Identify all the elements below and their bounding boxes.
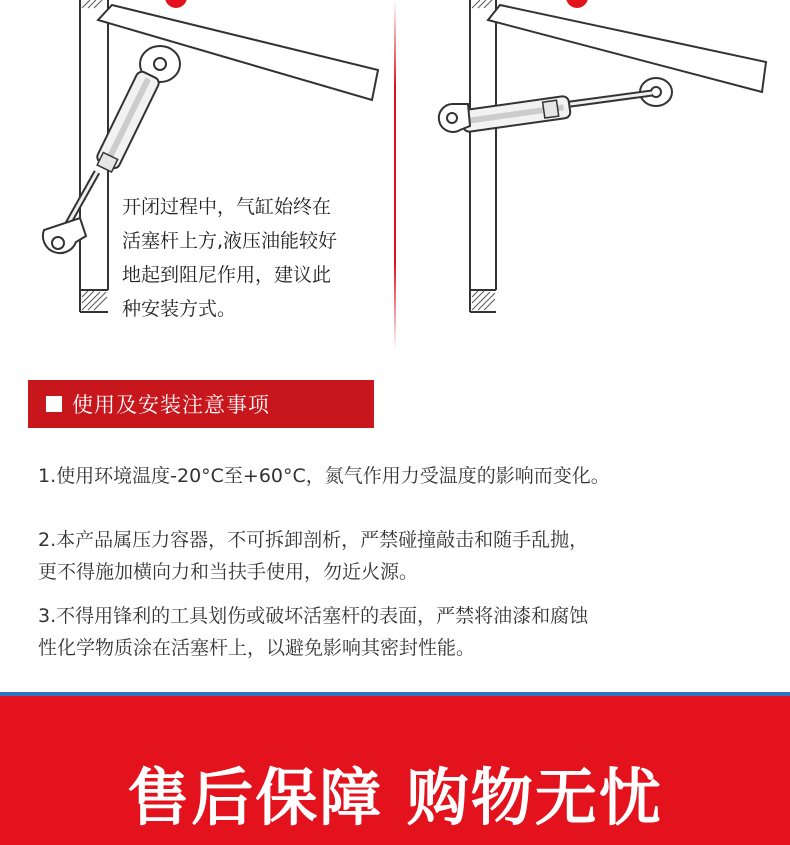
- square-bullet-icon: [46, 396, 62, 412]
- installation-illustrations: [0, 0, 790, 360]
- after-sales-banner: [0, 696, 790, 845]
- diagram-vertical-mount: [0, 0, 394, 360]
- notice-item: 3.不得用锋利的工具划伤或破坏活塞杆的表面，严禁将油漆和腐蚀 性化学物质涂在活塞杆上，以避免影响其密封性能。: [38, 605, 589, 659]
- mounting-note: 开闭过程中，气缸始终在 活塞杆上方,液压油能较好 地起到阻尼作用，建议此 种安装方式。: [122, 196, 338, 320]
- gas-strut-horizontal-drawing: [396, 0, 790, 360]
- notice-item: 1.使用环境温度-20°C至+60°C，氮气作用力受温度的影响而变化。: [38, 465, 610, 487]
- banner-slogan: 售后保障 购物无忧: [127, 761, 663, 834]
- notice-header: [28, 380, 374, 428]
- notice-title: 使用及安装注意事项: [72, 393, 270, 417]
- notice-item: 2.本产品属压力容器，不可拆卸剖析，严禁碰撞敲击和随手乱抛， 更不得施加横向力和当扶手使用，勿近火源。: [38, 529, 589, 583]
- diagram-horizontal-mount: [396, 0, 790, 360]
